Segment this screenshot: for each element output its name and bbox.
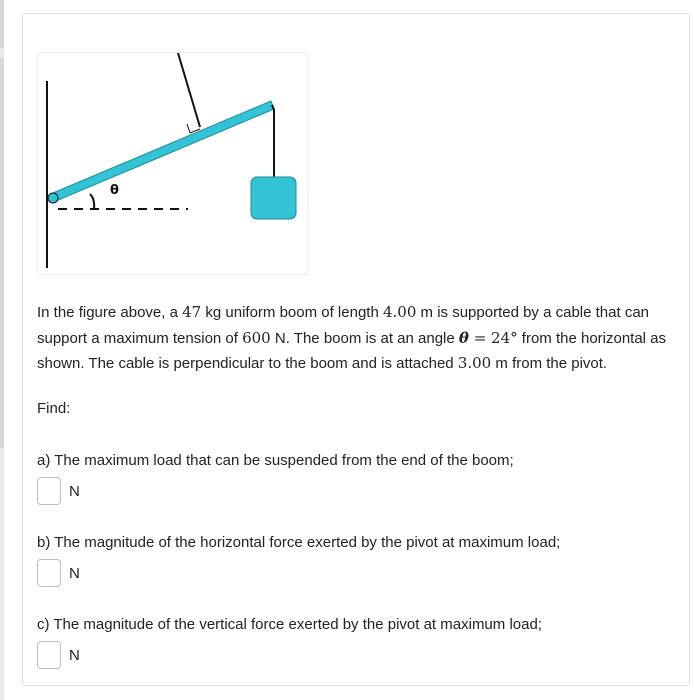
problem-text-4: N. The boom is at an angle: [270, 329, 459, 347]
length-value: 4.00: [382, 303, 417, 321]
theta-symbol: θ: [458, 328, 469, 347]
question-a-label: a) The maximum load that can be suspended from the end of the boom;: [37, 452, 514, 469]
mass-value: 47: [182, 303, 202, 321]
boom-diagram: [38, 53, 310, 276]
angle-arc: [90, 194, 94, 209]
problem-text-1: In the figure above, a: [37, 304, 183, 321]
attach-value: 3.00: [457, 354, 492, 372]
problem-statement: [37, 300, 677, 377]
answer-b-unit: N: [69, 565, 80, 582]
load-rope: [272, 105, 274, 177]
hanging-load: [251, 177, 296, 219]
find-label: Find:: [37, 400, 71, 417]
problem-text-6: m from the pivot.: [491, 355, 608, 372]
problem-text-5: from the horizontal as shown. The cable is perpendicular to the boom and is attached: [37, 329, 667, 372]
left-edge-rule: [0, 0, 4, 700]
boom-bar: [53, 101, 274, 201]
boom-figure: [37, 52, 309, 275]
angle-value: 24°: [491, 328, 518, 347]
support-cable: [178, 53, 200, 127]
problem-text-3: m is supported by a cable that can support a maximum tension of: [37, 304, 650, 347]
answer-a-unit: N: [69, 483, 80, 500]
answer-b-input[interactable]: [37, 559, 61, 587]
tension-value: 600: [242, 328, 271, 347]
question-c-label: c) The magnitude of the vertical force exerted by the pivot at maximum load;: [37, 616, 542, 633]
pivot-pin: [48, 193, 58, 203]
question-b-label: b) The magnitude of the horizontal force exerted by the pivot at maximum load;: [37, 534, 561, 551]
answer-c-input[interactable]: [37, 641, 61, 669]
equals-sign: =: [468, 328, 492, 347]
answer-a-input[interactable]: [37, 477, 61, 505]
theta-label: θ: [110, 183, 119, 198]
problem-text-2: kg uniform boom of length: [201, 304, 383, 321]
answer-c-unit: N: [69, 647, 80, 664]
